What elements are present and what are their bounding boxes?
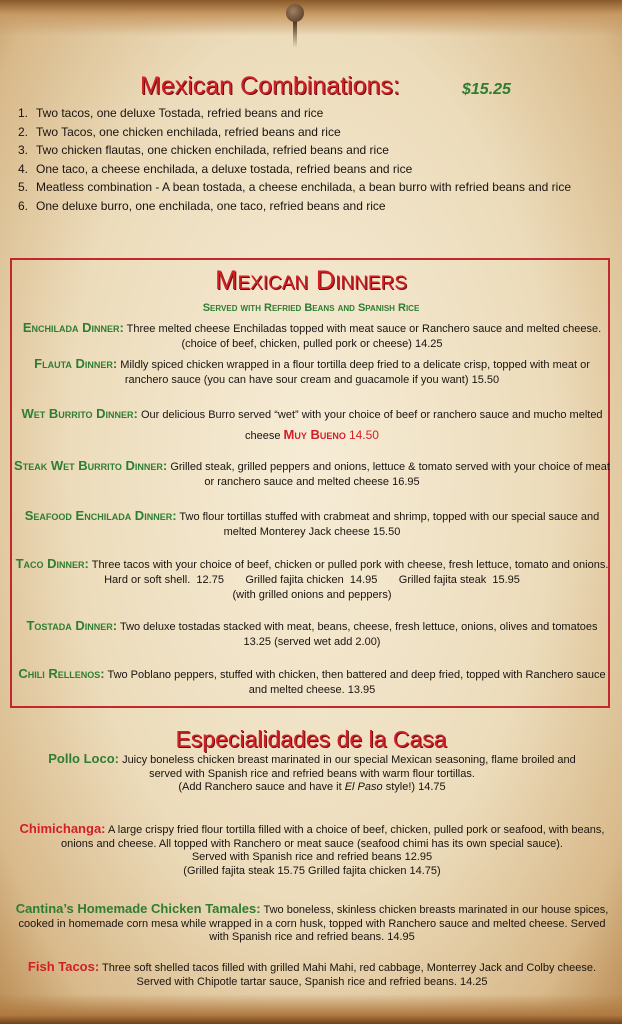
burnt-bottom-edge — [0, 994, 622, 1024]
menu-item-chili-rellenos: Chili Rellenos: Two Poblano peppers, stuffed with chicken, then battered and deep fried, topped with Ranchero sauce and melted cheese. 13.95 — [18, 666, 606, 696]
menu-item-pollo-loco: Pollo Loco: Juicy boneless chicken breast marinated in our special Mexican seasoning, flame broiled and served with Spanish rice and refried beans with warm flour tortillas. (Add Ranchero sauce and have it El Paso style!) 14.75 — [48, 751, 576, 793]
menu-item-tostada-dinner: Tostada Dinner: Two deluxe tostadas stacked with meat, beans, cheese, fresh lettuce, onions, olives and tomatoes 13.25 (served wet add 2.00) — [26, 618, 598, 648]
list-item: 5. Meatless combination - A bean tostada, a cheese enchilada, a bean burro with refried beans and rice — [18, 180, 572, 194]
menu-item-fish-tacos: Fish Tacos: Three soft shelled tacos filled with grilled Mahi Mahi, red cabbage, Monterrey Jack and Colby cheese. Served with Chipotle tartar sauce, Spanish rice and refried beans. 14.25 — [27, 959, 597, 988]
dinners-title: Mexican Dinners — [214, 265, 408, 295]
menu-item-steak-wet-burrito-dinner: Steak Wet Burrito Dinner: Grilled steak, grilled peppers and onions, lettuce & tomato served with your choice of meat or ranchero sauce and melted cheese 16.95 — [14, 458, 610, 488]
list-item: 4. One taco, a cheese enchilada, a deluxe tostada, refried beans and rice — [18, 161, 413, 176]
combinations-list — [18, 104, 618, 215]
combinations-title: Mexican Combinations: — [140, 72, 400, 100]
menu-item-taco-dinner: Taco Dinner: Three tacos with your choice of beef, chicken or pulled pork with cheese, fresh lettuce, tomato and onions. Hard or soft shell. 12.75 Grilled fajita chicken 14.95 Grilled fajita steak 15.95 (with grilled onions and peppers) — [15, 556, 612, 601]
menu-item-chicken-tamales: Cantina’s Homemade Chicken Tamales: Two boneless, skinless chicken breasts marinated in our house spices, cooked in homemade corn mesa while wrapped in a corn husk, topped with Ranchero sauce and melted cheese. Served with Spanish rice and refried beans. 14.95 — [15, 901, 609, 943]
combinations-price: $15.25 — [462, 81, 511, 98]
nail-icon — [286, 4, 304, 22]
menu-item-wet-burrito-dinner: Wet Burrito Dinner: Our delicious Burro served “wet” with your choice of beef or ranchero sauce and mucho melted cheese Muy Bueno 14.50 — [21, 406, 603, 442]
list-item: 2. Two Tacos, one chicken enchilada, refried beans and rice — [18, 124, 341, 139]
menu-item-seafood-enchilada-dinner: Seafood Enchilada Dinner: Two flour tortillas stuffed with crabmeat and shrimp, topped with our special sauce and melted Monterey Jack cheese 15.50 — [24, 508, 600, 538]
menu-item-chimichanga: Chimichanga: A large crispy fried flour tortilla filled with a choice of beef, chicken, pulled pork or seafood, with beans, onions and cheese. All topped with Ranchero or meat sauce (seafood chimi has its own special sauce). Served with Spanish rice and refried beans 12.95 (Grilled fajita steak 15.75 Grilled fajita chicken 14.75) — [19, 821, 605, 877]
dinners-subtitle: Served with Refried Beans and Spanish Rice — [202, 302, 420, 314]
list-item: 3. Two chicken flautas, one chicken enchilada, refried beans and rice — [18, 143, 389, 157]
burnt-top-edge — [0, 0, 622, 36]
menu-item-enchilada-dinner: Enchilada Dinner: Three melted cheese Enchiladas topped with meat sauce or Ranchero sauce and melted cheese. (choice of beef, chicken, pulled pork or cheese) 14.25 — [22, 320, 602, 350]
list-item: 1. Two tacos, one deluxe Tostada, refried beans and rice — [18, 106, 324, 120]
list-item: 6. One deluxe burro, one enchilada, one taco, refried beans and rice — [18, 198, 386, 213]
menu-item-flauta-dinner: Flauta Dinner: Mildly spiced chicken wrapped in a flour tortilla deep fried to a delicate crisp, topped with meat or ranchero sauce (you can have sour cream and guacamole if you want) 15.50 — [34, 356, 590, 386]
casa-title: Especialidades de la Casa — [175, 726, 447, 752]
nail-shadow — [293, 18, 297, 48]
